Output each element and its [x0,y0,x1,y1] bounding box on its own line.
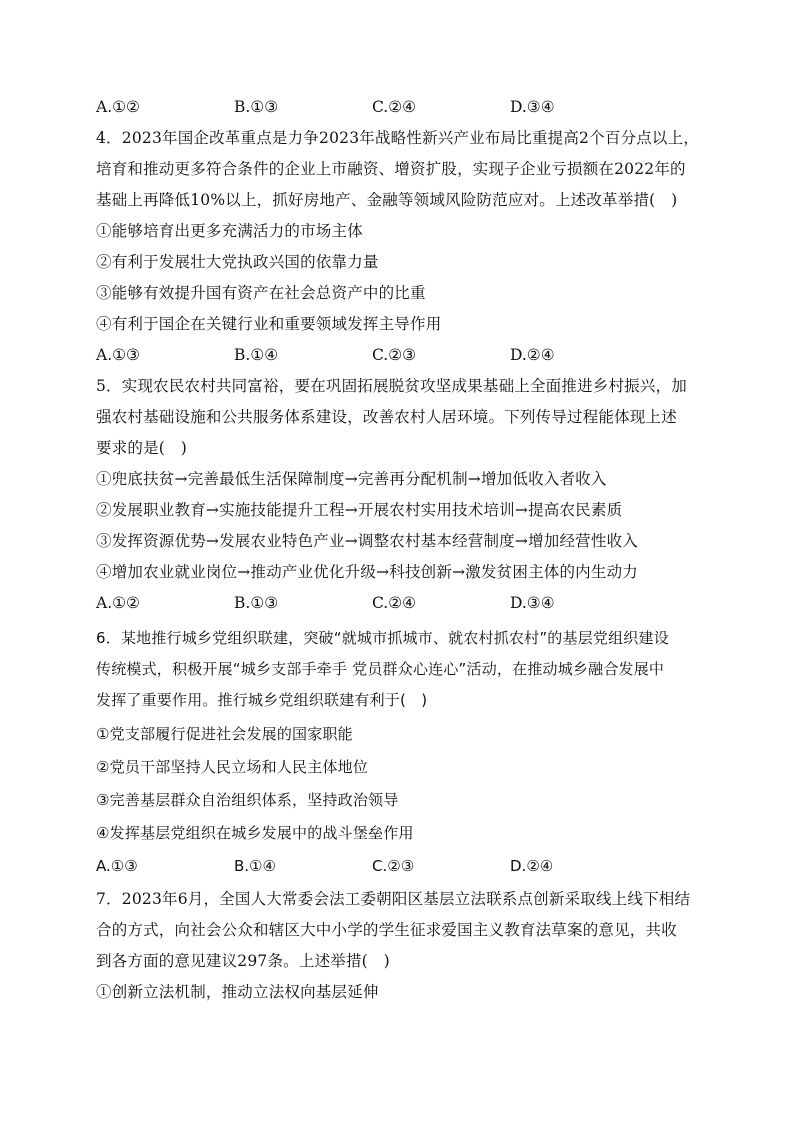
option-b: B.①③ [234,594,279,612]
q4-stem-line: 培育和推动更多符合条件的企业上市融资、增资扩股，实现子企业亏损额在2022年的 [96,160,686,178]
option-d: D.②④ [510,857,554,875]
option-c: C.②④ [372,98,417,116]
option-d: D.②④ [510,346,555,364]
option-a: A.①③ [96,346,140,364]
q5-item-3: ③发挥资源优势→发展农业特色产业→调整农村基本经营制度→增加经营性收入 [96,532,638,550]
q4-stem-line: 基础上再降低10%以上，抓好房地产、金融等领域风险防范应对。上述改革举措( ) [96,191,678,209]
q5-item-1: ①兜底扶贫→完善最低生活保障制度→完善再分配机制→增加低收入者收入 [96,470,607,488]
option-c: C.②③ [372,857,415,875]
q4-stem-line: 4．2023年国企改革重点是力争2023年战略性新兴产业布局比重提高2个百分点以上， [96,129,700,147]
q5-stem-line: 要求的是( ) [96,439,187,457]
q7-item-1: ①创新立法机制，推动立法权向基层延伸 [96,983,379,1001]
q7-stem-line: 7．2023年6月，全国人大常委会法工委朝阳区基层立法联系点创新采取线上线下相结 [96,890,691,908]
q7-stem-line: 到各方面的意见建议297条。上述举措( ) [96,952,390,970]
q6-stem-line: 发挥了重要作用。推行城乡党组织联建有利于( ) [96,691,428,709]
q7-stem-line: 合的方式，向社会公众和辖区大中小学的学生征求爱国主义教育法草案的意见，共收 [96,921,677,939]
q4-item-2: ②有利于发展壮大党执政兴国的依靠力量 [96,253,379,271]
q5-stem-line: 强农村基础设施和公共服务体系建设，改善农村人居环境。下列传导过程能体现上述 [96,408,677,426]
q6-options [96,855,706,877]
q6-stem-line: 6．某地推行城乡党组织联建，突破“就城市抓城市、就农村抓农村”的基层党组织建设 [96,629,669,647]
q6-stem-line: 传统模式，积极开展“城乡支部手牵手 党员群众心连心”活动，在推动城乡融合发展中 [96,660,665,678]
option-a: A.①② [96,98,140,116]
q6-item-2: ②党员干部坚持人民立场和人民主体地位 [96,758,369,776]
q3-options [96,96,706,118]
option-b: B.①④ [234,346,279,364]
option-a: A.①③ [96,857,138,875]
option-d: D.③④ [510,594,555,612]
q4-item-1: ①能够培育出更多充满活力的市场主体 [96,222,363,240]
option-c: C.②③ [372,346,417,364]
q4-item-4: ④有利于国企在关键行业和重要领域发挥主导作用 [96,315,442,333]
q6-item-1: ①党支部履行促进社会发展的国家职能 [96,725,353,743]
q5-options [96,592,706,614]
option-d: D.③④ [510,98,555,116]
q6-item-4: ④发挥基层党组织在城乡发展中的战斗堡垒作用 [96,824,414,842]
q5-item-4: ④增加农业就业岗位→推动产业优化升级→科技创新→激发贫困主体的内生动力 [96,563,638,581]
option-a: A.①② [96,594,140,612]
q4-item-3: ③能够有效提升国有资产在社会总资产中的比重 [96,284,426,302]
q4-options [96,344,706,366]
q5-item-2: ②发展职业教育→实施技能提升工程→开展农村实用技术培训→提高农民素质 [96,501,623,519]
option-b: B.①④ [234,857,276,875]
option-c: C.②④ [372,594,417,612]
q6-item-3: ③完善基层群众自治组织体系，坚持政治领导 [96,791,399,809]
option-b: B.①③ [234,98,279,116]
q5-stem-line: 5．实现农民农村共同富裕，要在巩固拓展脱贫攻坚成果基础上全面推进乡村振兴，加 [96,377,687,395]
